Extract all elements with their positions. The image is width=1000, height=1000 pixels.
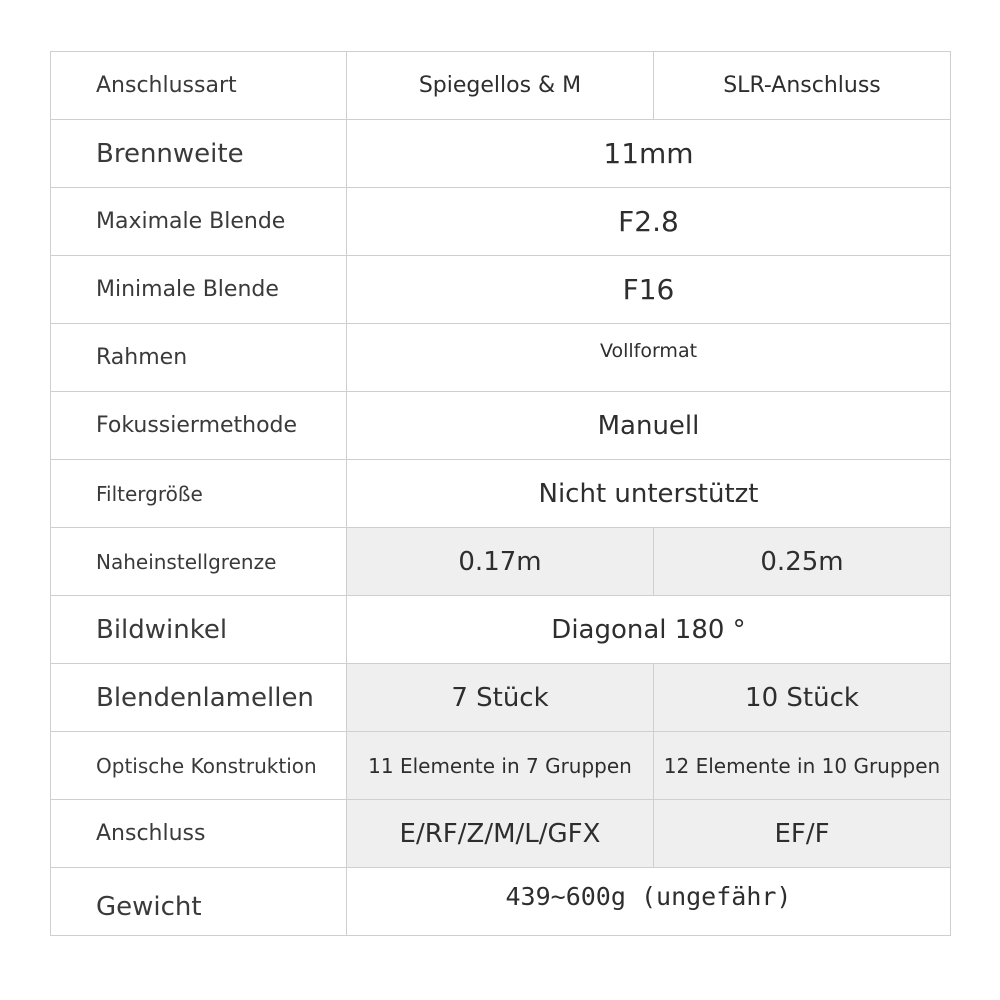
label-min-aperture: Minimale Blende [51,256,347,324]
value-optics-slr: 12 Elemente in 10 Gruppen [654,732,951,800]
value-max-aperture: F2.8 [347,188,951,256]
table-row [51,460,951,528]
value-blades-mirrorless: 7 Stück [347,664,654,732]
value-focal-length: 11mm [347,120,951,188]
table-row [51,392,951,460]
label-mount: Anschluss [51,800,347,868]
spec-table [50,51,951,936]
value-frame: Vollformat [347,324,951,392]
value-min-aperture: F16 [347,256,951,324]
value-mount-list-slr: EF/F [654,800,951,868]
table-row [51,596,951,664]
label-frame: Rahmen [51,324,347,392]
value-weight: 439~600g (ungefähr) [347,868,951,936]
value-optics-mirrorless: 11 Elemente in 7 Gruppen [347,732,654,800]
value-min-focus-mirrorless: 0.17m [347,528,654,596]
table-row [51,120,951,188]
label-angle-of-view: Bildwinkel [51,596,347,664]
table-row [51,188,951,256]
label-weight: Gewicht [51,868,347,936]
label-max-aperture: Maximale Blende [51,188,347,256]
label-focal-length: Brennweite [51,120,347,188]
table-row [51,664,951,732]
table-row [51,528,951,596]
label-filter-size: Filtergröße [51,460,347,528]
label-mount-type: Anschlussart [51,52,347,120]
table-row [51,256,951,324]
table-row [51,324,951,392]
value-blades-slr: 10 Stück [654,664,951,732]
table-row [51,800,951,868]
label-min-focus-distance: Naheinstellgrenze [51,528,347,596]
label-aperture-blades: Blendenlamellen [51,664,347,732]
table-row [51,52,951,120]
value-mount-slr: SLR-Anschluss [654,52,951,120]
label-optical-construction: Optische Konstruktion [51,732,347,800]
value-min-focus-slr: 0.25m [654,528,951,596]
value-focus-method: Manuell [347,392,951,460]
table-row [51,868,951,936]
value-angle-of-view: Diagonal 180 ° [347,596,951,664]
value-mount-list-mirrorless: E/RF/Z/M/L/GFX [347,800,654,868]
value-filter-size: Nicht unterstützt [347,460,951,528]
table-row [51,732,951,800]
label-focus-method: Fokussiermethode [51,392,347,460]
value-mount-mirrorless: Spiegellos & M [347,52,654,120]
